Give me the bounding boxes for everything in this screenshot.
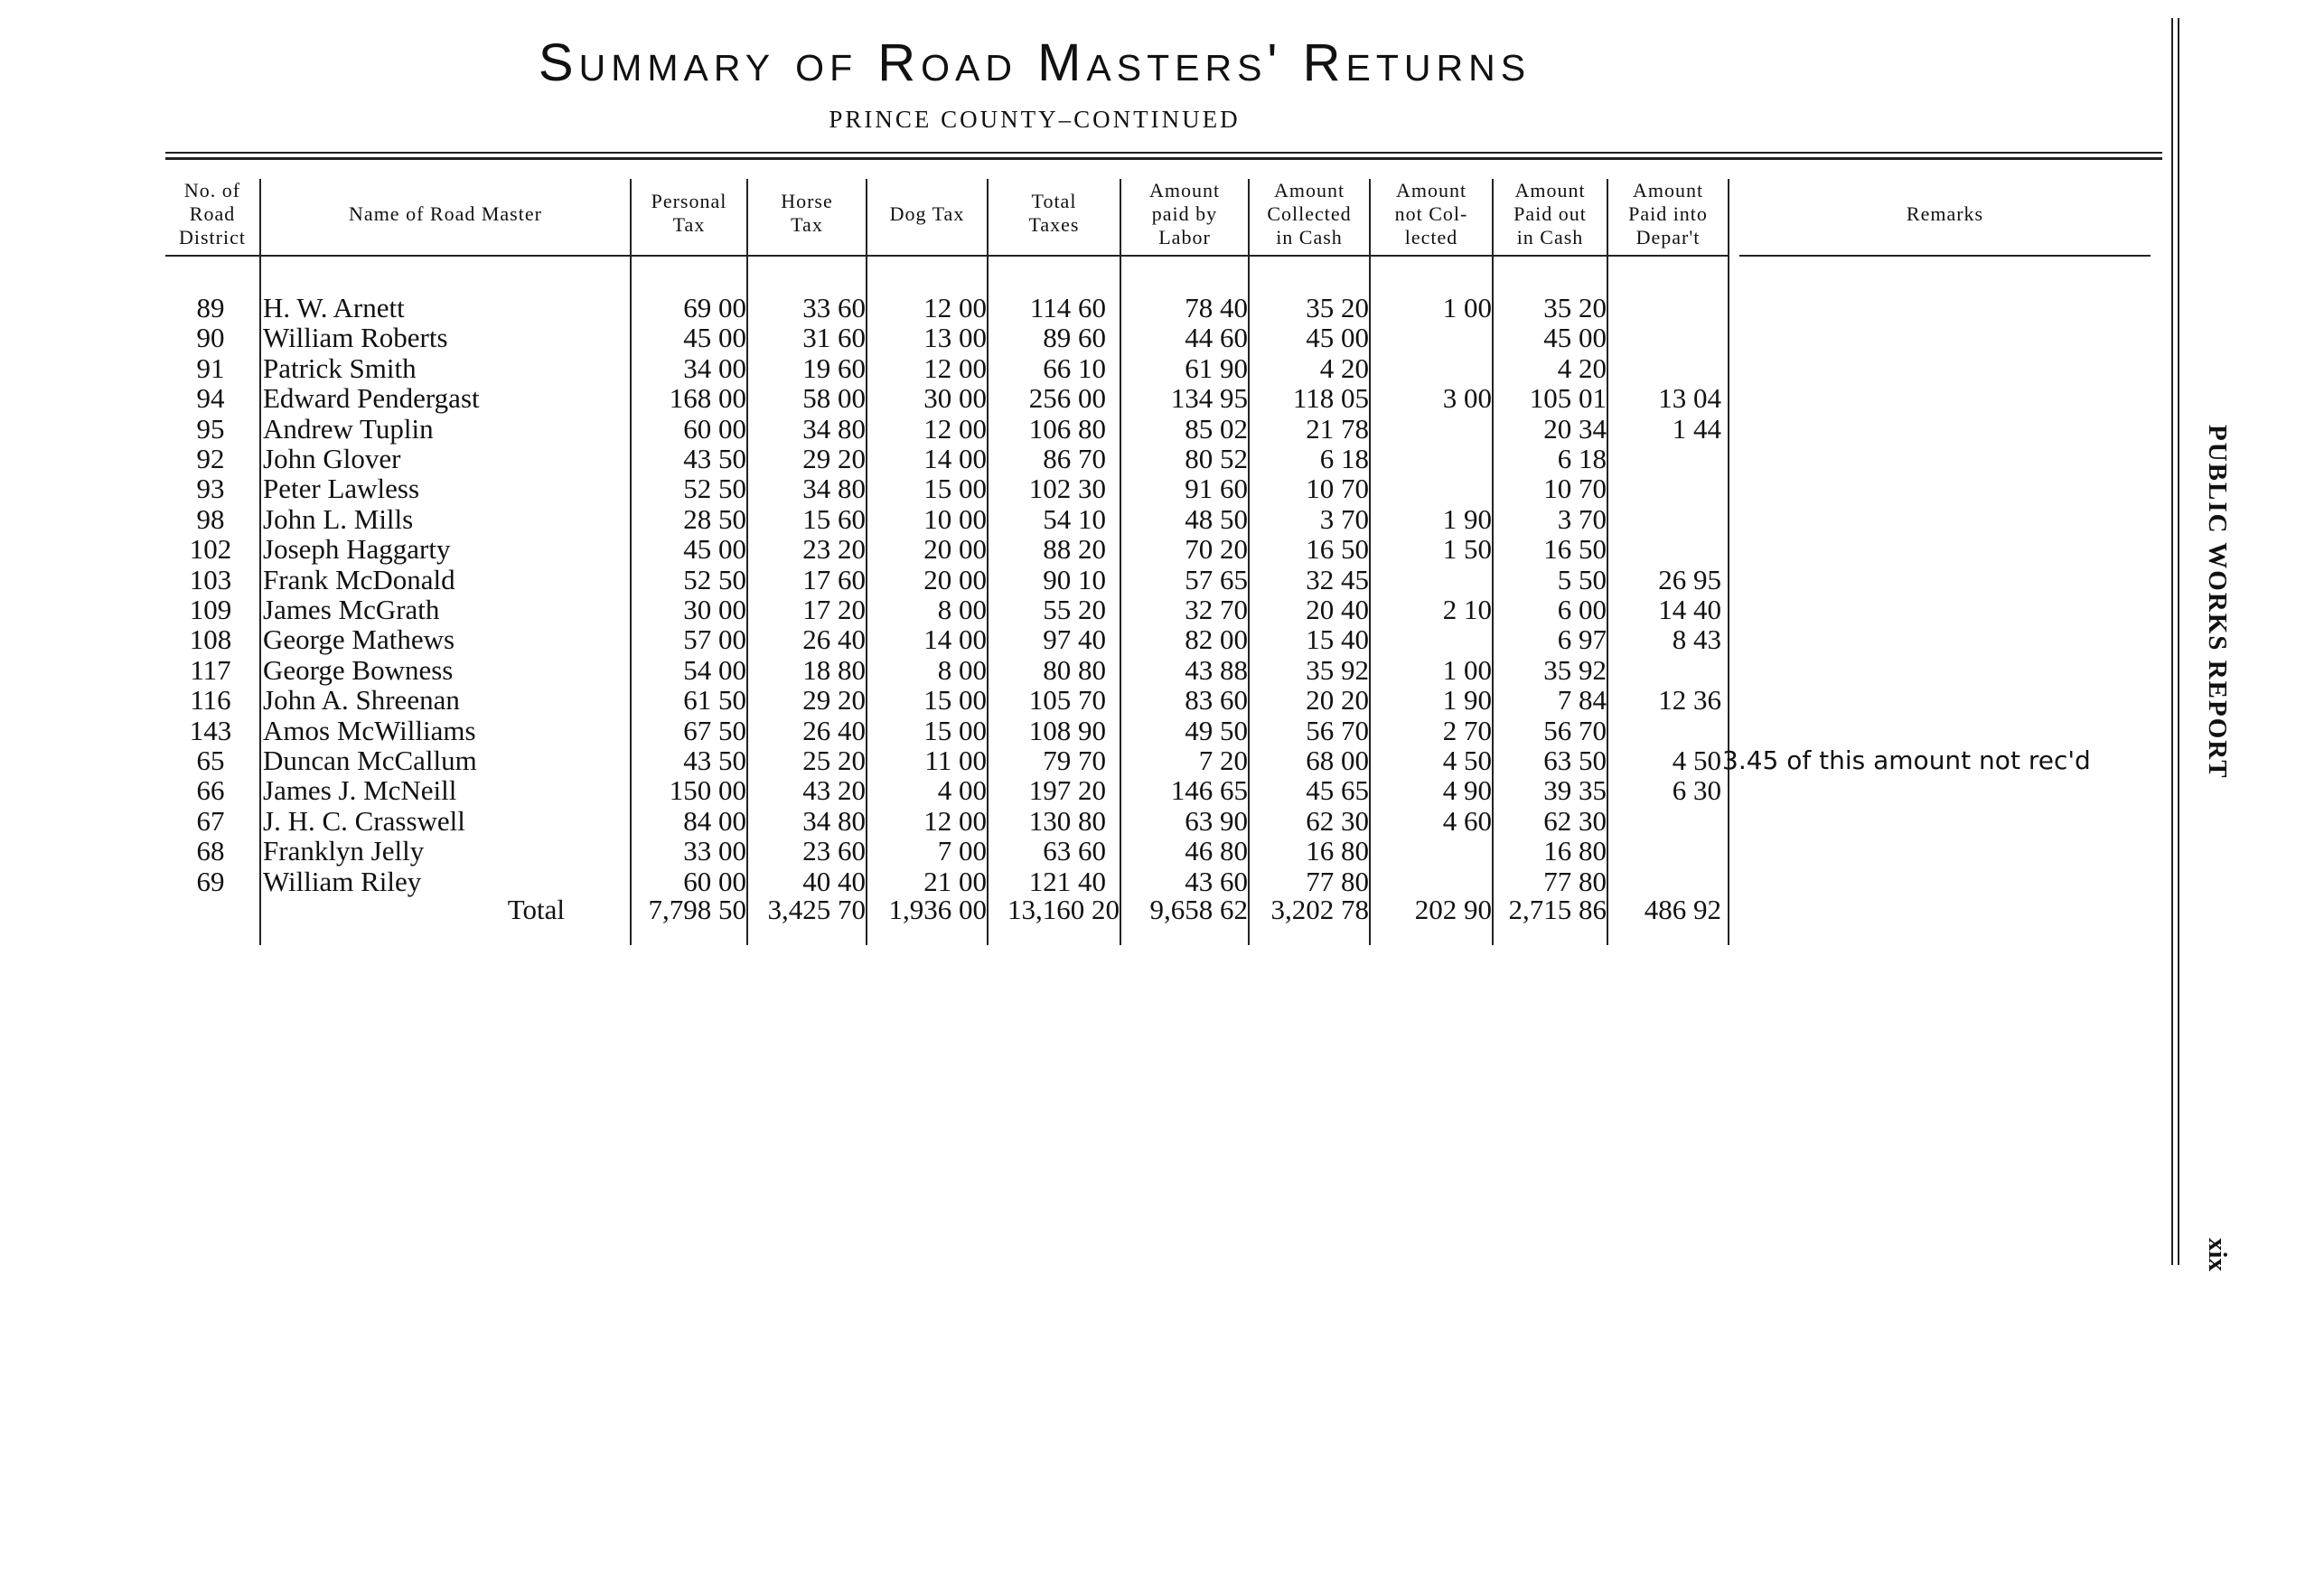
- dog-tax-cell: 14 00: [923, 623, 987, 656]
- not-collected-cell: 1 90: [1442, 502, 1492, 535]
- district-cell: 102: [189, 533, 232, 566]
- road-master-name: Edward Pendergast: [263, 382, 480, 415]
- total-taxes-cell: 114 60: [1029, 292, 1106, 323]
- table-row: [0, 716, 2324, 745]
- side-running-title: PUBLIC WORKS REPORT: [2203, 425, 2232, 780]
- dog-tax-cell: 7 00: [937, 835, 987, 867]
- paid-by-labor-cell: 7 20: [1198, 745, 1248, 776]
- road-master-name: John L. Mills: [263, 502, 414, 535]
- personal-tax-cell: 52 50: [683, 563, 746, 595]
- table-row: [0, 595, 2324, 624]
- personal-tax-cell: 57 00: [683, 623, 746, 656]
- horse-tax-cell: 34 80: [802, 804, 866, 837]
- top-rule-thick: [165, 157, 2162, 160]
- road-master-name: George Bowness: [263, 653, 454, 686]
- district-cell: 98: [196, 502, 225, 535]
- header-not-collected: Amount not Col- lected: [1394, 179, 1468, 248]
- horse-tax-cell: 43 20: [802, 774, 866, 807]
- paid-out-cash-cell: 5 50: [1557, 563, 1607, 595]
- dog-tax-cell: 20 00: [923, 563, 987, 595]
- not-collected-cell: 1 00: [1442, 292, 1492, 323]
- road-master-name: William Riley: [263, 865, 422, 897]
- paid-by-labor-cell: 83 60: [1185, 684, 1248, 717]
- header-district: No. of Road District: [179, 179, 246, 248]
- collected-cash-cell: 45 65: [1306, 774, 1369, 807]
- table-row: [0, 836, 2324, 866]
- paid-by-labor-cell: 91 60: [1185, 473, 1248, 505]
- header-dog: Dog Tax: [889, 202, 965, 225]
- horse-tax-cell: 26 40: [802, 714, 866, 746]
- paid-out-cash-cell: 20 34: [1543, 412, 1607, 445]
- paid-by-labor-cell: 78 40: [1185, 292, 1248, 323]
- district-cell: 92: [196, 443, 225, 474]
- horse-tax-cell: 18 80: [802, 653, 866, 686]
- table-row: [0, 775, 2324, 805]
- district-cell: 67: [196, 804, 225, 837]
- total-label: Total: [507, 894, 565, 925]
- personal-tax-cell: 54 00: [683, 653, 746, 686]
- total-row: [0, 895, 2324, 924]
- paid-by-labor-cell: 43 88: [1185, 653, 1248, 686]
- table-row: [0, 473, 2324, 503]
- total-taxes-cell: 106 80: [1028, 412, 1106, 445]
- collected-cash-cell: 16 50: [1306, 533, 1369, 566]
- collected-cash-cell: 32 45: [1306, 563, 1369, 595]
- header-rule-remarks: [1739, 255, 2151, 257]
- road-master-name: George Mathews: [263, 623, 455, 656]
- paid-by-labor-cell: 146 65: [1170, 774, 1248, 807]
- paid-into-department-cell: 4 50: [1672, 745, 1721, 776]
- district-cell: 117: [190, 653, 231, 686]
- dog-tax-cell: 21 00: [923, 865, 987, 897]
- total-labor: 9,658 62: [1149, 894, 1248, 925]
- collected-cash-cell: 45 00: [1306, 322, 1369, 354]
- paid-into-department-cell: 12 36: [1658, 684, 1721, 717]
- horse-tax-cell: 15 60: [802, 502, 866, 535]
- road-master-name: Amos McWilliams: [263, 714, 476, 746]
- personal-tax-cell: 52 50: [683, 473, 746, 505]
- not-collected-cell: 1 90: [1442, 684, 1492, 717]
- horse-tax-cell: 29 20: [802, 443, 866, 474]
- not-collected-cell: 2 70: [1442, 714, 1492, 746]
- total-taxes-cell: 79 70: [1043, 745, 1106, 776]
- collected-cash-cell: 4 20: [1319, 351, 1369, 384]
- paid-out-cash-cell: 10 70: [1543, 473, 1607, 505]
- paid-out-cash-cell: 63 50: [1543, 745, 1607, 776]
- not-collected-cell: 1 50: [1442, 533, 1492, 566]
- paid-out-cash-cell: 77 80: [1543, 865, 1607, 897]
- dog-tax-cell: 15 00: [923, 473, 987, 505]
- paid-by-labor-cell: 134 95: [1170, 382, 1248, 415]
- district-cell: 94: [196, 382, 225, 415]
- total-taxes-cell: 66 10: [1043, 351, 1106, 384]
- page-number: xix: [2203, 1238, 2232, 1272]
- paid-into-department-cell: 26 95: [1658, 563, 1721, 595]
- district-cell: 143: [189, 714, 232, 746]
- total-paid-into-department: 486 92: [1644, 894, 1721, 925]
- paid-by-labor-cell: 63 90: [1185, 804, 1248, 837]
- horse-tax-cell: 31 60: [802, 322, 866, 354]
- header-horse: Horse Tax: [781, 190, 833, 236]
- total-horse: 3,425 70: [767, 894, 866, 925]
- road-master-name: Peter Lawless: [263, 473, 420, 505]
- total-taxes-cell: 197 20: [1028, 774, 1106, 807]
- horse-tax-cell: 25 20: [802, 745, 866, 776]
- collected-cash-cell: 35 92: [1306, 653, 1369, 686]
- total-taxes-cell: 55 20: [1043, 594, 1106, 625]
- collected-cash-cell: 3 70: [1319, 502, 1369, 535]
- dog-tax-cell: 15 00: [923, 714, 987, 746]
- table-row: [0, 414, 2324, 444]
- total-taxes-cell: 90 10: [1043, 563, 1106, 595]
- total-not-collected: 202 90: [1414, 894, 1492, 925]
- personal-tax-cell: 60 00: [683, 412, 746, 445]
- paid-out-cash-cell: 4 20: [1557, 351, 1607, 384]
- table-row: [0, 867, 2324, 896]
- road-master-name: Patrick Smith: [263, 351, 417, 384]
- personal-tax-cell: 61 50: [683, 684, 746, 717]
- dog-tax-cell: 15 00: [923, 684, 987, 717]
- table-row: [0, 444, 2324, 473]
- paid-by-labor-cell: 46 80: [1185, 835, 1248, 867]
- personal-tax-cell: 60 00: [683, 865, 746, 897]
- total-taxes: 13,160 20: [1007, 894, 1120, 925]
- road-master-name: William Roberts: [263, 322, 448, 354]
- road-master-name: James McGrath: [263, 594, 440, 625]
- collected-cash-cell: 10 70: [1306, 473, 1369, 505]
- personal-tax-cell: 168 00: [669, 382, 746, 415]
- road-master-name: John A. Shreenan: [263, 684, 460, 717]
- table-row: [0, 323, 2324, 352]
- table-row: [0, 293, 2324, 323]
- table-row: [0, 655, 2324, 685]
- collected-cash-cell: 118 05: [1292, 382, 1369, 415]
- collected-cash-cell: 35 20: [1306, 292, 1369, 323]
- paid-into-department-cell: 13 04: [1658, 382, 1721, 415]
- personal-tax-cell: 67 50: [683, 714, 746, 746]
- table-row: [0, 565, 2324, 595]
- horse-tax-cell: 19 60: [802, 351, 866, 384]
- table-row: [0, 806, 2324, 836]
- total-taxes-cell: 108 90: [1028, 714, 1106, 746]
- paid-out-cash-cell: 6 00: [1557, 594, 1607, 625]
- district-cell: 66: [196, 774, 225, 807]
- personal-tax-cell: 69 00: [683, 292, 746, 323]
- horse-tax-cell: 33 60: [802, 292, 866, 323]
- horse-tax-cell: 23 60: [802, 835, 866, 867]
- road-master-name: Duncan McCallum: [263, 745, 477, 776]
- paid-out-cash-cell: 105 01: [1529, 382, 1607, 415]
- paid-out-cash-cell: 56 70: [1543, 714, 1607, 746]
- paid-out-cash-cell: 35 92: [1543, 653, 1607, 686]
- total-taxes-cell: 130 80: [1028, 804, 1106, 837]
- dog-tax-cell: 13 00: [923, 322, 987, 354]
- paid-out-cash-cell: 62 30: [1543, 804, 1607, 837]
- header-collected: Amount Collected in Cash: [1267, 179, 1352, 248]
- personal-tax-cell: 28 50: [683, 502, 746, 535]
- dog-tax-cell: 10 00: [923, 502, 987, 535]
- horse-tax-cell: 40 40: [802, 865, 866, 897]
- paid-out-cash-cell: 39 35: [1543, 774, 1607, 807]
- personal-tax-cell: 45 00: [683, 322, 746, 354]
- collected-cash-cell: 16 80: [1306, 835, 1369, 867]
- paid-out-cash-cell: 35 20: [1543, 292, 1607, 323]
- paid-by-labor-cell: 44 60: [1185, 322, 1248, 354]
- paid-out-cash-cell: 16 80: [1543, 835, 1607, 867]
- paid-out-cash-cell: 3 70: [1557, 502, 1607, 535]
- remarks-cell: 3.45 of this amount not rec'd: [1722, 745, 2091, 775]
- paid-by-labor-cell: 70 20: [1185, 533, 1248, 566]
- total-taxes-cell: 105 70: [1028, 684, 1106, 717]
- collected-cash-cell: 56 70: [1306, 714, 1369, 746]
- dog-tax-cell: 30 00: [923, 382, 987, 415]
- total-taxes-cell: 54 10: [1043, 502, 1106, 535]
- dog-tax-cell: 8 00: [937, 594, 987, 625]
- total-collected: 3,202 78: [1270, 894, 1369, 925]
- total-taxes-cell: 256 00: [1028, 382, 1106, 415]
- paid-by-labor-cell: 85 02: [1185, 412, 1248, 445]
- paid-out-cash-cell: 45 00: [1543, 322, 1607, 354]
- table-row: [0, 745, 2324, 775]
- personal-tax-cell: 30 00: [683, 594, 746, 625]
- dog-tax-cell: 12 00: [923, 292, 987, 323]
- district-cell: 108: [189, 623, 232, 656]
- paid-out-cash-cell: 6 18: [1557, 443, 1607, 474]
- horse-tax-cell: 34 80: [802, 473, 866, 505]
- total-dog: 1,936 00: [888, 894, 987, 925]
- district-cell: 90: [196, 322, 225, 354]
- total-taxes-cell: 88 20: [1043, 533, 1106, 566]
- paid-out-cash-cell: 6 97: [1557, 623, 1607, 656]
- district-cell: 116: [190, 684, 231, 717]
- district-cell: 93: [196, 473, 225, 505]
- header-paid-out: Amount Paid out in Cash: [1513, 179, 1587, 248]
- horse-tax-cell: 58 00: [802, 382, 866, 415]
- total-taxes-cell: 80 80: [1043, 653, 1106, 686]
- horse-tax-cell: 34 80: [802, 412, 866, 445]
- top-rule: [165, 152, 2162, 154]
- personal-tax-cell: 150 00: [669, 774, 746, 807]
- paid-by-labor-cell: 48 50: [1185, 502, 1248, 535]
- total-taxes-cell: 121 40: [1028, 865, 1106, 897]
- road-master-name: Franklyn Jelly: [263, 835, 425, 867]
- road-master-name: H. W. Arnett: [263, 292, 405, 323]
- road-master-name: J. H. C. Crasswell: [263, 804, 465, 837]
- horse-tax-cell: 17 20: [802, 594, 866, 625]
- not-collected-cell: 4 90: [1442, 774, 1492, 807]
- collected-cash-cell: 6 18: [1319, 443, 1369, 474]
- paid-by-labor-cell: 80 52: [1185, 443, 1248, 474]
- paid-by-labor-cell: 61 90: [1185, 351, 1248, 384]
- paid-into-department-cell: 1 44: [1672, 412, 1721, 445]
- collected-cash-cell: 21 78: [1306, 412, 1369, 445]
- table-row: [0, 534, 2324, 564]
- total-paid-out: 2,715 86: [1508, 894, 1607, 925]
- horse-tax-cell: 23 20: [802, 533, 866, 566]
- not-collected-cell: 2 10: [1442, 594, 1492, 625]
- header-name: Name of Road Master: [349, 202, 542, 225]
- district-cell: 68: [196, 835, 225, 867]
- personal-tax-cell: 45 00: [683, 533, 746, 566]
- paid-out-cash-cell: 16 50: [1543, 533, 1607, 566]
- paid-out-cash-cell: 7 84: [1557, 684, 1607, 717]
- header-remarks: Remarks: [1906, 202, 1984, 225]
- collected-cash-cell: 20 40: [1306, 594, 1369, 625]
- collected-cash-cell: 15 40: [1306, 623, 1369, 656]
- header-rule: [165, 255, 1729, 257]
- personal-tax-cell: 43 50: [683, 745, 746, 776]
- total-taxes-cell: 97 40: [1043, 623, 1106, 656]
- dog-tax-cell: 14 00: [923, 443, 987, 474]
- horse-tax-cell: 17 60: [802, 563, 866, 595]
- road-master-name: Andrew Tuplin: [263, 412, 434, 445]
- header-personal: Personal Tax: [651, 190, 727, 236]
- dog-tax-cell: 12 00: [923, 804, 987, 837]
- horse-tax-cell: 26 40: [802, 623, 866, 656]
- district-cell: 109: [189, 594, 232, 625]
- not-collected-cell: 4 60: [1442, 804, 1492, 837]
- paid-by-labor-cell: 82 00: [1185, 623, 1248, 656]
- district-cell: 91: [196, 351, 225, 384]
- paid-by-labor-cell: 43 60: [1185, 865, 1248, 897]
- collected-cash-cell: 62 30: [1306, 804, 1369, 837]
- paid-into-department-cell: 8 43: [1672, 623, 1721, 656]
- table-row: [0, 504, 2324, 534]
- personal-tax-cell: 34 00: [683, 351, 746, 384]
- dog-tax-cell: 12 00: [923, 351, 987, 384]
- header-total: Total Taxes: [1028, 190, 1080, 236]
- personal-tax-cell: 33 00: [683, 835, 746, 867]
- page-subtitle: PRINCE COUNTY–CONTINUED: [829, 106, 1241, 133]
- dog-tax-cell: 11 00: [924, 745, 987, 776]
- district-cell: 89: [196, 292, 225, 323]
- table-row: [0, 383, 2324, 413]
- not-collected-cell: 1 00: [1442, 653, 1492, 686]
- paid-by-labor-cell: 49 50: [1185, 714, 1248, 746]
- dog-tax-cell: 4 00: [937, 774, 987, 807]
- paid-into-department-cell: 6 30: [1672, 774, 1721, 807]
- district-cell: 95: [196, 412, 225, 445]
- road-master-name: John Glover: [263, 443, 401, 474]
- dog-tax-cell: 8 00: [937, 653, 987, 686]
- total-personal: 7,798 50: [648, 894, 746, 925]
- district-cell: 69: [196, 865, 225, 897]
- personal-tax-cell: 43 50: [683, 443, 746, 474]
- road-master-name: James J. McNeill: [263, 774, 457, 807]
- paid-into-department-cell: 14 40: [1658, 594, 1721, 625]
- district-cell: 103: [189, 563, 232, 595]
- dog-tax-cell: 20 00: [923, 533, 987, 566]
- paid-by-labor-cell: 57 65: [1185, 563, 1248, 595]
- table-row: [0, 353, 2324, 383]
- total-taxes-cell: 63 60: [1043, 835, 1106, 867]
- not-collected-cell: 3 00: [1442, 382, 1492, 415]
- personal-tax-cell: 84 00: [683, 804, 746, 837]
- page-title: Summary of Road Masters' Returns: [538, 33, 1532, 92]
- horse-tax-cell: 29 20: [802, 684, 866, 717]
- collected-cash-cell: 68 00: [1306, 745, 1369, 776]
- collected-cash-cell: 77 80: [1306, 865, 1369, 897]
- table-row: [0, 685, 2324, 715]
- header-paid-into-department: Amount Paid into Depar't: [1628, 179, 1708, 248]
- total-taxes-cell: 102 30: [1028, 473, 1106, 505]
- total-taxes-cell: 86 70: [1043, 443, 1106, 474]
- paid-by-labor-cell: 32 70: [1185, 594, 1248, 625]
- not-collected-cell: 4 50: [1442, 745, 1492, 776]
- total-taxes-cell: 89 60: [1043, 322, 1106, 354]
- header-labor: Amount paid by Labor: [1148, 179, 1221, 248]
- road-master-name: Frank McDonald: [263, 563, 455, 595]
- collected-cash-cell: 20 20: [1306, 684, 1369, 717]
- road-master-name: Joseph Haggarty: [263, 533, 451, 566]
- table-row: [0, 624, 2324, 654]
- dog-tax-cell: 12 00: [923, 412, 987, 445]
- district-cell: 65: [196, 745, 225, 776]
